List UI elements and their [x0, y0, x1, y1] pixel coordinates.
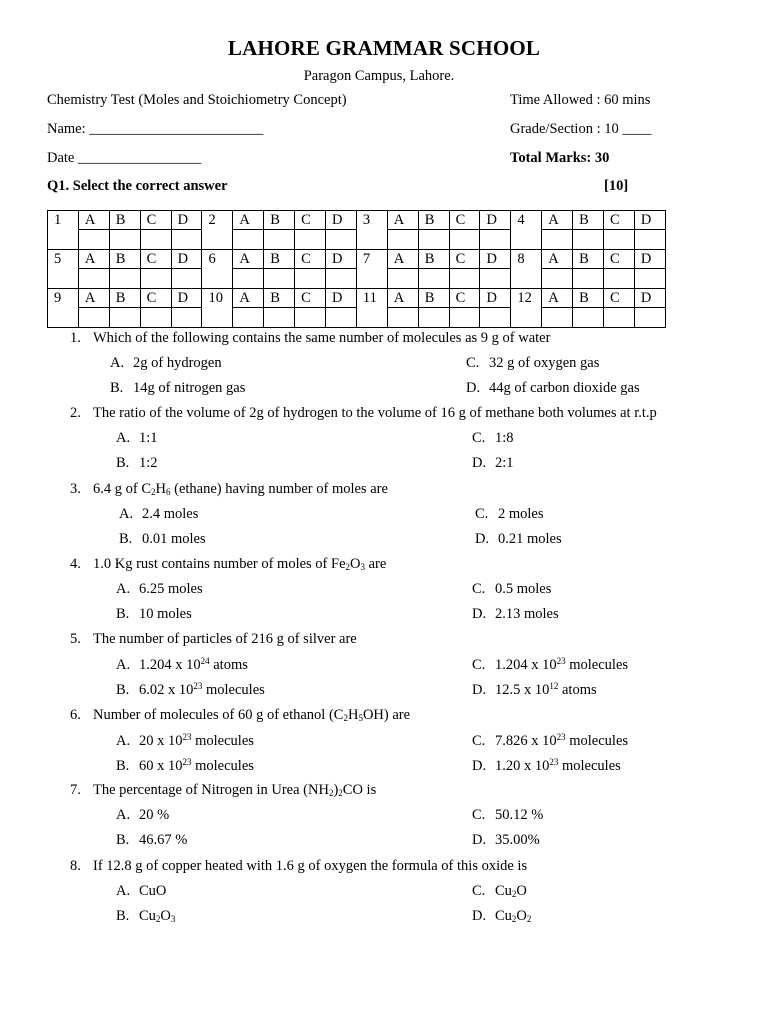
question-number: 6.: [70, 707, 81, 723]
option-letter: D.: [466, 380, 481, 396]
option-letter-cell: B: [109, 250, 140, 269]
answer-box[interactable]: [171, 230, 202, 250]
option-letter-cell: D: [634, 211, 665, 230]
option-d[interactable]: [472, 606, 559, 623]
option-text: CuO: [139, 883, 167, 899]
option-text: 20 %: [139, 807, 170, 823]
option-letter-cell: D: [326, 289, 357, 308]
question-3: [70, 481, 388, 498]
answer-box[interactable]: [78, 269, 109, 289]
option-letter: A.: [110, 355, 125, 371]
question-text: Number of molecules of 60 g of ethanol $(C_2H_5OH)$ are: [93, 707, 411, 723]
option-letter-cell: A: [542, 250, 573, 269]
question-number-cell: 10: [202, 289, 233, 308]
option-letter-cell: B: [573, 250, 604, 269]
option-letter: A.: [116, 657, 131, 673]
option-text: 20 x $10^{23}$ molecules: [139, 732, 254, 749]
answer-box[interactable]: [480, 308, 511, 328]
option-text: $Cu_2O$: [495, 883, 527, 899]
option-letter: A.: [116, 430, 131, 446]
option-d[interactable]: [466, 380, 640, 397]
answer-grid-blank-row: [48, 269, 666, 289]
option-text: 12.5 x $10^{12}$ atoms: [495, 681, 597, 698]
option-c[interactable]: [472, 656, 628, 674]
option-letter-cell: A: [233, 250, 264, 269]
option-b[interactable]: [116, 757, 254, 775]
option-text: 1:8: [495, 430, 514, 446]
answer-box[interactable]: [418, 269, 449, 289]
answer-grid-blank-row: [48, 230, 666, 250]
question-8: [70, 858, 527, 875]
option-letter-cell: A: [233, 211, 264, 230]
question-number-spacer: [48, 230, 79, 250]
question-text: 1.0 Kg rust contains number of moles of $Fe_2O_3$ are: [93, 556, 387, 572]
option-d[interactable]: [475, 531, 562, 548]
option-letter-cell: C: [140, 250, 171, 269]
option-a[interactable]: [116, 581, 203, 598]
option-letter-cell: C: [295, 250, 326, 269]
option-c[interactable]: [472, 430, 514, 447]
option-text: 0.01 moles: [142, 531, 206, 547]
option-letter-cell: D: [326, 211, 357, 230]
question-number-spacer: [48, 269, 79, 289]
answer-grid-label-row: [48, 211, 666, 230]
answer-box[interactable]: [480, 269, 511, 289]
section-marks: [10]: [604, 178, 629, 194]
option-text: 0.21 moles: [498, 531, 562, 547]
option-letter: D.: [475, 531, 490, 547]
option-b[interactable]: [116, 908, 175, 925]
date-field: Date _________________: [47, 150, 202, 166]
question-4: [70, 556, 386, 573]
option-letter-cell: C: [295, 211, 326, 230]
question-number-spacer: [202, 230, 233, 250]
option-letter: B.: [116, 832, 130, 848]
option-letter: C.: [472, 581, 486, 597]
option-letter: C.: [472, 657, 486, 673]
answer-box[interactable]: [634, 230, 665, 250]
option-letter-cell: B: [109, 211, 140, 230]
question-number-cell: 11: [356, 289, 387, 308]
option-text: 0.5 moles: [495, 581, 552, 597]
option-letter-cell: B: [418, 211, 449, 230]
answer-box[interactable]: [140, 308, 171, 328]
answer-box[interactable]: [78, 308, 109, 328]
option-letter: B.: [116, 908, 130, 924]
test-name: Chemistry Test (Moles and Stoichiometry Concept): [47, 92, 347, 108]
answer-box[interactable]: [109, 308, 140, 328]
option-text: 44g of carbon dioxide gas: [489, 380, 640, 396]
option-a[interactable]: [116, 807, 169, 824]
option-text: 1:1: [139, 430, 158, 446]
answer-box[interactable]: [78, 230, 109, 250]
option-letter-cell: D: [634, 289, 665, 308]
answer-box[interactable]: [634, 269, 665, 289]
option-letter-cell: C: [449, 289, 480, 308]
question-7: [70, 782, 376, 799]
answer-box[interactable]: [480, 230, 511, 250]
option-letter-cell: A: [542, 289, 573, 308]
option-text: 46.67 %: [139, 832, 188, 848]
option-letter: B.: [116, 606, 130, 622]
option-text: 50.12 %: [495, 807, 544, 823]
question-number-cell: 12: [511, 289, 542, 308]
option-text: 1.204 x $10^{23}$ molecules: [495, 656, 629, 673]
question-number-cell: 9: [48, 289, 79, 308]
question-number-cell: 8: [511, 250, 542, 269]
time-allowed: Time Allowed : 60 mins: [510, 92, 651, 108]
option-a[interactable]: [116, 430, 158, 447]
option-text: 2 moles: [498, 506, 544, 522]
option-letter-cell: C: [140, 211, 171, 230]
question-number: 4.: [70, 556, 81, 572]
option-letter-cell: B: [264, 211, 295, 230]
question-number-cell: 5: [48, 250, 79, 269]
answer-grid: [47, 210, 666, 328]
option-letter-cell: C: [295, 289, 326, 308]
question-number-spacer: [356, 269, 387, 289]
question-number-cell: 7: [356, 250, 387, 269]
question-2: [70, 405, 657, 422]
answer-box[interactable]: [295, 269, 326, 289]
option-d[interactable]: [472, 681, 597, 699]
question-number-spacer: [511, 269, 542, 289]
question-number-cell: 4: [511, 211, 542, 230]
question-number-spacer: [202, 308, 233, 328]
question-text: If 12.8 g of copper heated with 1.6 g of oxygen the formula of this oxide is: [93, 858, 528, 874]
option-letter: B.: [116, 758, 130, 774]
option-text: 6.25 moles: [139, 581, 203, 597]
answer-box[interactable]: [449, 308, 480, 328]
option-letter: C.: [472, 807, 486, 823]
option-text: 32 g of oxygen gas: [489, 355, 600, 371]
option-a[interactable]: [116, 883, 166, 900]
option-letter-cell: C: [449, 211, 480, 230]
option-letter-cell: D: [326, 250, 357, 269]
option-letter: D.: [472, 908, 487, 924]
option-letter-cell: A: [387, 211, 418, 230]
question-number-cell: 2: [202, 211, 233, 230]
option-letter-cell: B: [264, 289, 295, 308]
option-text: 14g of nitrogen gas: [133, 380, 246, 396]
option-letter-cell: B: [418, 250, 449, 269]
option-letter-cell: B: [109, 289, 140, 308]
question-number-spacer: [48, 308, 79, 328]
option-letter: B.: [110, 380, 124, 396]
answer-box[interactable]: [604, 269, 635, 289]
option-text: 2.4 moles: [142, 506, 199, 522]
option-a[interactable]: [116, 732, 254, 750]
question-number: 3.: [70, 481, 81, 497]
option-letter: C.: [472, 733, 486, 749]
question-number: 7.: [70, 782, 81, 798]
option-letter-cell: A: [542, 211, 573, 230]
option-letter: C.: [472, 430, 486, 446]
answer-box[interactable]: [573, 308, 604, 328]
answer-box[interactable]: [295, 308, 326, 328]
option-d[interactable]: [472, 757, 621, 775]
option-letter-cell: C: [604, 289, 635, 308]
option-b[interactable]: [119, 531, 206, 548]
question-number-cell: 1: [48, 211, 79, 230]
option-text: 2.13 moles: [495, 606, 559, 622]
option-text: 6.02 x $10^{23}$ molecules: [139, 681, 265, 698]
option-letter: D.: [472, 455, 487, 471]
option-letter-cell: B: [418, 289, 449, 308]
answer-box[interactable]: [449, 269, 480, 289]
option-letter-cell: C: [604, 211, 635, 230]
answer-box[interactable]: [573, 230, 604, 250]
option-c[interactable]: [472, 581, 551, 598]
option-letter-cell: D: [171, 211, 202, 230]
answer-box[interactable]: [418, 230, 449, 250]
answer-box[interactable]: [140, 269, 171, 289]
option-letter: A.: [116, 807, 131, 823]
question-number-spacer: [511, 230, 542, 250]
option-letter-cell: A: [78, 289, 109, 308]
question-number-cell: 3: [356, 211, 387, 230]
option-text: 1.204 x $10^{24}$ atoms: [139, 656, 248, 673]
question-text: The percentage of Nitrogen in Urea $(NH_2)_2CO$ is: [93, 782, 377, 798]
answer-box[interactable]: [326, 269, 357, 289]
option-letter-cell: A: [387, 289, 418, 308]
name-field: Name: ________________________: [47, 121, 264, 137]
option-d[interactable]: [472, 832, 540, 849]
answer-box[interactable]: [109, 269, 140, 289]
question-text: 6.4 g of $C_2H_6$ (ethane) having number of moles are: [93, 481, 388, 497]
question-number-spacer: [356, 308, 387, 328]
answer-box[interactable]: [233, 308, 264, 328]
question-number-spacer: [356, 230, 387, 250]
option-letter: C.: [472, 883, 486, 899]
answer-grid-blank-row: [48, 308, 666, 328]
answer-box[interactable]: [387, 308, 418, 328]
question-5: [70, 631, 357, 648]
option-text: $Cu_2O_2$: [495, 908, 532, 924]
answer-box[interactable]: [604, 308, 635, 328]
option-c[interactable]: [472, 807, 543, 824]
school-title: LAHORE GRAMMAR SCHOOL: [227, 36, 541, 60]
answer-box[interactable]: [264, 269, 295, 289]
option-text: 35.00%: [495, 832, 540, 848]
option-a[interactable]: [116, 656, 248, 674]
question-number-spacer: [511, 308, 542, 328]
answer-box[interactable]: [418, 308, 449, 328]
answer-box[interactable]: [295, 230, 326, 250]
option-letter: A.: [116, 581, 131, 597]
option-letter-cell: C: [140, 289, 171, 308]
answer-box[interactable]: [140, 230, 171, 250]
question-number: 2.: [70, 405, 81, 421]
option-b[interactable]: [116, 832, 187, 849]
option-letter-cell: B: [264, 250, 295, 269]
answer-box[interactable]: [542, 230, 573, 250]
option-letter: A.: [119, 506, 134, 522]
option-letter-cell: C: [604, 250, 635, 269]
option-letter-cell: D: [171, 250, 202, 269]
answer-box[interactable]: [604, 230, 635, 250]
grade-section-field: Grade/Section : 10 ____: [510, 121, 652, 137]
option-letter-cell: D: [480, 211, 511, 230]
option-b[interactable]: [116, 606, 192, 623]
option-letter: B.: [119, 531, 133, 547]
question-text: The number of particles of 216 g of silver are: [93, 631, 357, 647]
option-letter-cell: A: [387, 250, 418, 269]
answer-box[interactable]: [109, 230, 140, 250]
option-d[interactable]: [472, 455, 514, 472]
option-letter: C.: [475, 506, 489, 522]
answer-box[interactable]: [573, 269, 604, 289]
campus-subtitle: Paragon Campus, Lahore.: [303, 68, 455, 84]
option-a[interactable]: [119, 506, 198, 523]
option-d[interactable]: [472, 908, 531, 925]
option-letter-cell: A: [233, 289, 264, 308]
question-number: 5.: [70, 631, 81, 647]
option-text: 1.20 x $10^{23}$ molecules: [495, 757, 621, 774]
option-letter-cell: A: [78, 211, 109, 230]
option-letter: C.: [466, 355, 480, 371]
answer-box[interactable]: [233, 269, 264, 289]
option-letter-cell: D: [171, 289, 202, 308]
option-text: 60 x $10^{23}$ molecules: [139, 757, 254, 774]
question-text: Which of the following contains the same number of molecules as 9 g of water: [93, 330, 551, 346]
question-6: [70, 707, 410, 724]
option-letter: B.: [116, 455, 130, 471]
option-letter: D.: [472, 832, 487, 848]
option-letter: D.: [472, 758, 487, 774]
question-text: The ratio of the volume of 2g of hydrogen to the volume of 16 g of methane both volumes at r.t.p: [93, 405, 657, 421]
option-text: 1:2: [139, 455, 158, 471]
option-letter-cell: D: [480, 250, 511, 269]
answer-box[interactable]: [233, 230, 264, 250]
answer-box[interactable]: [387, 269, 418, 289]
option-text: 2g of hydrogen: [133, 355, 222, 371]
option-c[interactable]: [472, 732, 628, 750]
option-text: 10 moles: [139, 606, 192, 622]
answer-grid-label-row: [48, 289, 666, 308]
option-letter: D.: [472, 682, 487, 698]
option-letter-cell: B: [573, 289, 604, 308]
option-b[interactable]: [116, 681, 265, 699]
option-c[interactable]: [475, 506, 544, 523]
option-text: 2:1: [495, 455, 514, 471]
question-number-cell: 6: [202, 250, 233, 269]
answer-box[interactable]: [449, 230, 480, 250]
option-b[interactable]: [116, 455, 158, 472]
question-number-spacer: [202, 269, 233, 289]
option-letter: B.: [116, 682, 130, 698]
question-number: 1.: [70, 330, 81, 346]
option-letter: A.: [116, 733, 131, 749]
answer-box[interactable]: [264, 230, 295, 250]
answer-grid-label-row: [48, 250, 666, 269]
answer-box[interactable]: [387, 230, 418, 250]
answer-box[interactable]: [264, 308, 295, 328]
answer-box[interactable]: [326, 230, 357, 250]
section-title: Q1. Select the correct answer: [47, 178, 228, 194]
question-1: [70, 330, 550, 347]
answer-box[interactable]: [171, 308, 202, 328]
option-text: $Cu_2O_3$: [139, 908, 176, 924]
answer-box[interactable]: [542, 308, 573, 328]
option-letter-cell: C: [449, 250, 480, 269]
answer-box[interactable]: [171, 269, 202, 289]
option-letter: A.: [116, 883, 131, 899]
option-letter-cell: D: [634, 250, 665, 269]
option-b[interactable]: [110, 380, 245, 397]
option-letter: D.: [472, 606, 487, 622]
answer-box[interactable]: [326, 308, 357, 328]
option-letter-cell: D: [480, 289, 511, 308]
total-marks: Total Marks: 30: [510, 150, 610, 166]
option-a[interactable]: [110, 355, 222, 372]
answer-box[interactable]: [634, 308, 665, 328]
option-text: 7.826 x $10^{23}$ molecules: [495, 732, 629, 749]
option-letter-cell: A: [78, 250, 109, 269]
option-c[interactable]: [472, 883, 527, 900]
question-number: 8.: [70, 858, 81, 874]
option-c[interactable]: [466, 355, 599, 372]
answer-box[interactable]: [542, 269, 573, 289]
option-letter-cell: B: [573, 211, 604, 230]
